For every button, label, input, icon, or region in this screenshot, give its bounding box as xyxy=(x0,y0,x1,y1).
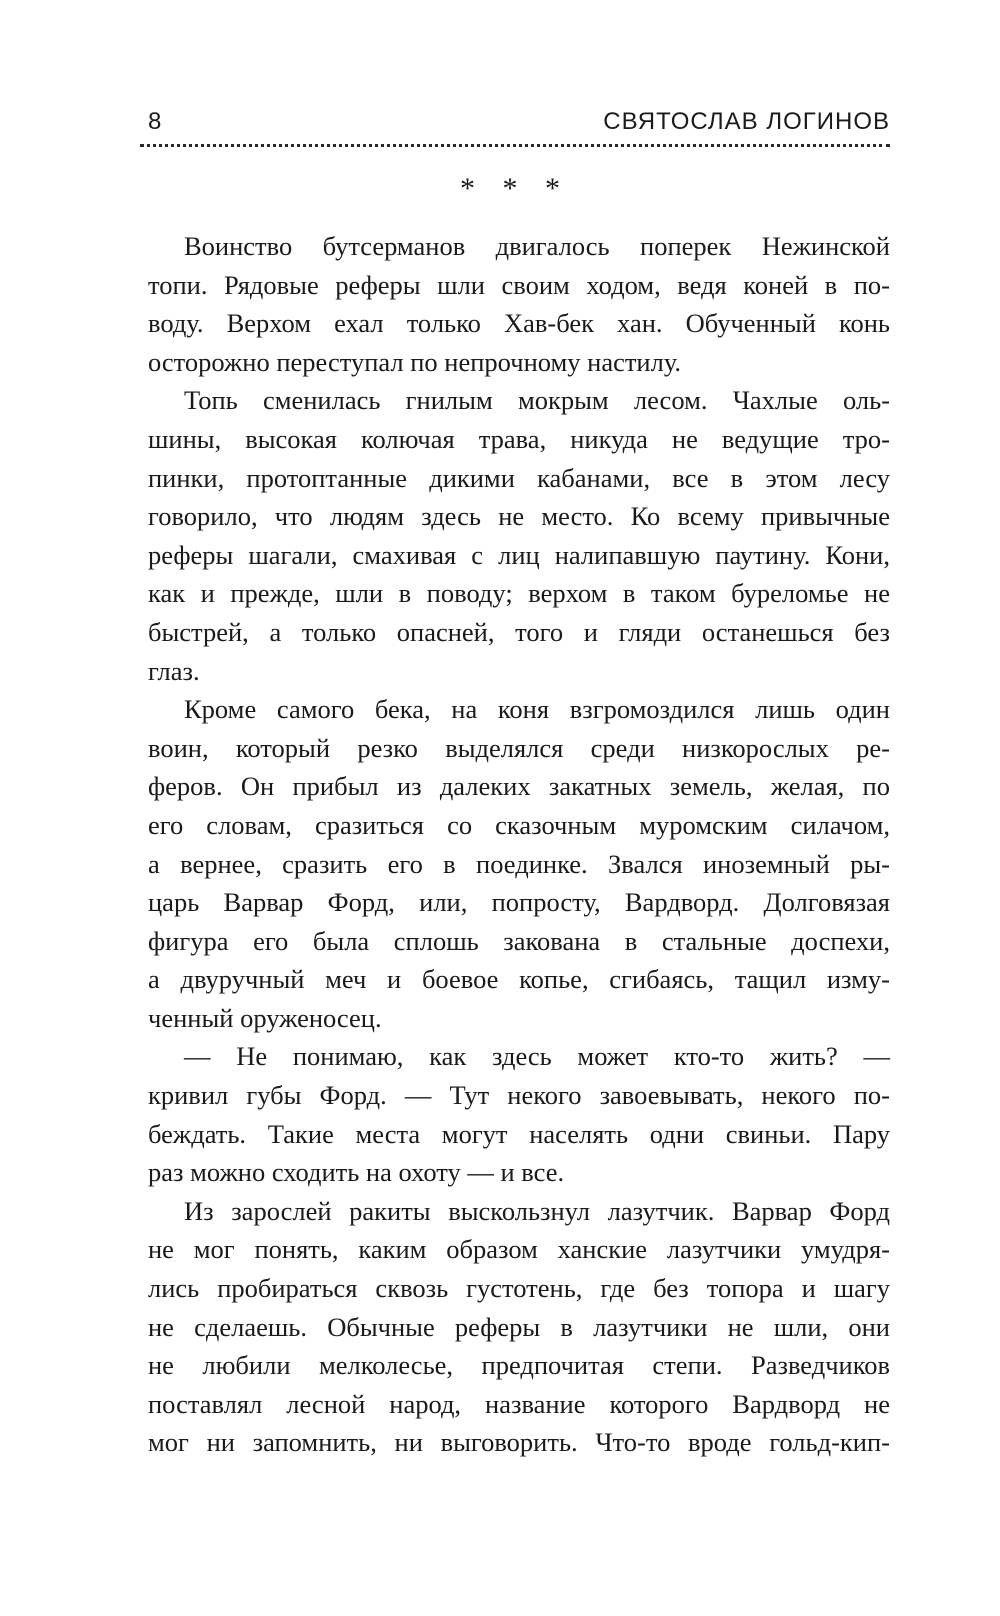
text-line: воду. Верхом ехал только Хав-бек хан. Обученный конь xyxy=(148,308,890,339)
text-line: глаз. xyxy=(148,655,200,686)
text-line: кривил губы Форд. — Тут некого завоевывать, некого по- xyxy=(148,1080,890,1111)
text-line: Воинство бутсерманов двигалось поперек Нежинской xyxy=(184,231,890,261)
body-text xyxy=(148,227,890,1462)
text-line: фигура его была сплошь закована в стальные доспехи, xyxy=(148,925,890,956)
header-dotted-rule xyxy=(140,144,890,147)
text-line: говорило, что людям здесь не место. Ко всему привычные xyxy=(148,501,890,532)
section-separator: * * * xyxy=(460,172,570,205)
text-line: поставлял лесной народ, название которого Вардворд не xyxy=(148,1388,890,1419)
text-line: его словам, сразиться со сказочным муромским силачом, xyxy=(148,809,890,840)
text-line: Топь сменилась гнилым мокрым лесом. Чахлые оль- xyxy=(184,385,890,416)
text-line: воин, который резко выделялся среди низкорослых ре- xyxy=(148,732,890,763)
text-line: а двуручный меч и боевое копье, сгибаясь, тащил изму- xyxy=(148,964,890,995)
text-line: осторожно переступал по непрочному настилу. xyxy=(148,346,682,377)
text-line: а вернее, сразить его в поединке. Звался иноземный ры- xyxy=(148,848,890,879)
text-line: царь Варвар Форд, или, попросту, Вардворд. Долговязая xyxy=(148,887,890,918)
text-line: лись пробираться сквозь густотень, где без топора и шагу xyxy=(148,1273,890,1304)
text-line: ченный оруженосец. xyxy=(148,1002,382,1033)
text-line: не мог понять, каким образом ханские лазутчики умудря- xyxy=(148,1234,890,1265)
text-line: Кроме самого бека, на коня взгромоздился лишь один xyxy=(184,694,890,725)
text-line: феров. Он прибыл из далеких закатных земель, желая, по xyxy=(148,771,890,802)
page-number: 8 xyxy=(148,108,162,135)
text-line: топи. Рядовые реферы шли своим ходом, ведя коней в по- xyxy=(148,269,890,300)
running-header xyxy=(148,108,890,148)
text-line: как и прежде, шли в поводу; верхом в таком буреломье не xyxy=(148,578,890,609)
text-line: быстрей, а только опасней, того и гляди останешься без xyxy=(148,616,890,647)
text-line: беждать. Такие места могут населять одни свиньи. Пару xyxy=(148,1118,890,1149)
text-line: реферы шагали, смахивая с лиц налипавшую паутину. Кони, xyxy=(148,539,890,570)
text-line: пинки, протоптанные дикими кабанами, все в этом лесу xyxy=(148,462,890,493)
text-line: не сделаешь. Обычные реферы в лазутчики не шли, они xyxy=(148,1311,890,1342)
text-line: раз можно сходить на охоту — и все. xyxy=(148,1157,565,1188)
text-line: шины, высокая колючая трава, никуда не ведущие тро- xyxy=(148,423,890,454)
text-line: Из зарослей ракиты выскользнул лазутчик. Варвар Форд xyxy=(184,1195,890,1226)
running-title: СВЯТОСЛАВ ЛОГИНОВ xyxy=(603,108,890,135)
text-line: — Не понимаю, как здесь может кто-то жить? — xyxy=(184,1041,890,1072)
text-line: мог ни запомнить, ни выговорить. Что-то вроде гольд-кип- xyxy=(148,1427,890,1458)
text-line: не любили мелколесье, предпочитая степи. Разведчиков xyxy=(148,1350,890,1381)
